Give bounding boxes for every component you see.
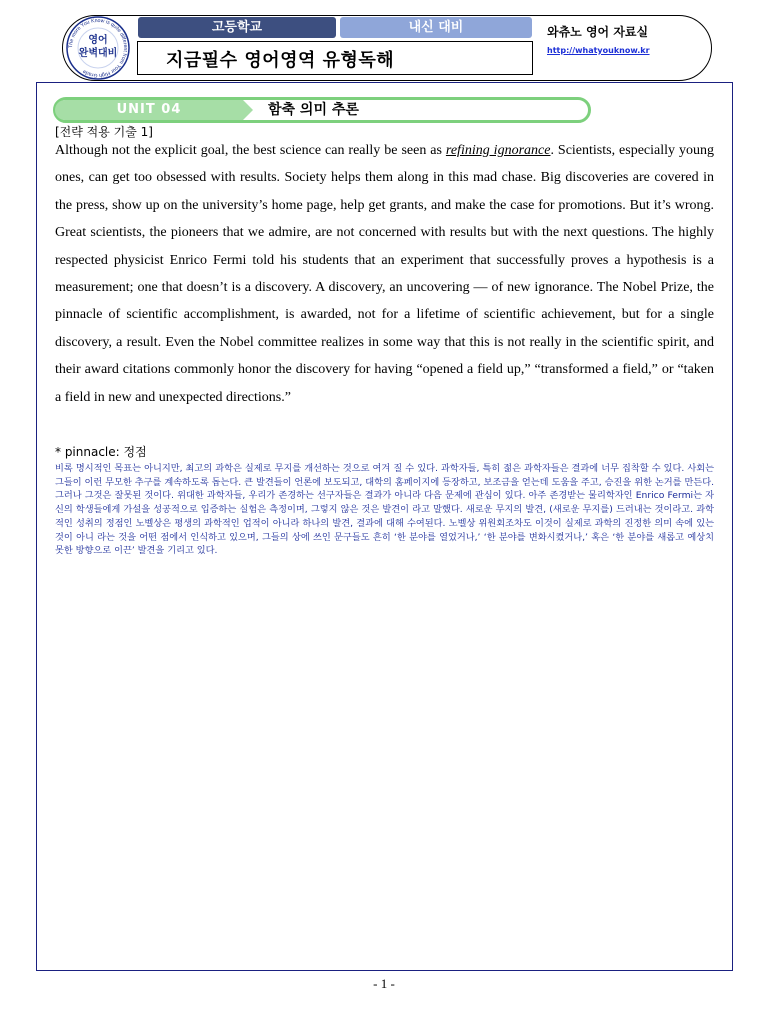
main-title-box [137, 41, 533, 75]
logo-line-1: 영어 [88, 35, 108, 46]
logo-line-2: 완벽대비 [78, 48, 118, 59]
page-number: - 1 - [373, 976, 395, 991]
unit-title: 함축 의미 추론 [268, 102, 359, 118]
logo [66, 16, 130, 80]
exam-prep-tab: 내신 대비 [340, 17, 532, 38]
passage-text-end: . Scientists, especially young ones, can get too obsessed with results. Society helps them along in this mad chase. Big discoveries are covered in the press, show up on the university’s home page, help get grants, and make the case for promotions. But it’s wrong. Great scientists, the pioneers that we admire, are not concerned with results but with the next questions. The highly respected physicist Enrico Fermi told his students that an experiment that successfully proves a hypothesis is a measurement; one that doesn’t is a discovery. A discovery, an uncovering — of new ignorance. The Nobel Prize, the pinnacle of scientific accomplishment, is awarded, not for a lifetime of scientific achievement, but for a single discovery, a result. Even the Nobel committee realizes in some way that this is not really in the scientific spirit, and their award citations commonly honor the discovery for having “opened a field up,” “transformed a field,” or “taken a field in new and unexpected directions.” [55, 143, 714, 405]
korean-translation: 비록 명시적인 목표는 아니지만, 최고의 과학은 실제로 무지를 개선하는 것으로 여겨 질 수 있다. 과학자들, 특히 젊은 과학자들은 결과에 너무 집착할 수 있다. 사회는 그들이 이런 무모한 추구를 계속하도록 돕는다. 큰 발견들이 언론에 보도되고, 대학의 홈페이지에 등장하고, 보조금을 얻는데 도움을 주고, 승진을 위한 논거를 만든다. 그러나 그것은 잘못된 것이다. 위대한 과학자들, 우리가 존경하는 선구자들은 결과가 아니라 다음 문제에 관심이 있다. 아주 존경받는 물리학자인 Enrico Fermi는 자신의 학생들에게 가설을 성공적으로 입증하는 실험은 측정이며, 그렇지 않은 것은 발견이 라고 말했다. 새로운 무지의 발견, (새로운 무지를) 드러내는 것이라고. 과학적인 성취의 정점인 노벨상은 평생의 과학적인 업적이 아니라 하나의 발견, 결과에 대해 수여된다. 노벨상 위원회조차도 이것이 실제로 과학의 진정한 의미 속에 있는 것이 아니 라는 것을 어떤 점에서 인식하고 있으며, 그들의 상에 쓰인 문구들도 흔히 ‘한 분야를 열었거나,’ ‘한 분야를 변화시켰거나,’ 혹은 ‘한 분야를 새롭고 예상치 못한 방향으로 이끈’ 발견을 기리고 있다. [55, 463, 714, 557]
logo-ring-text: The more You Know is quite different from Your High Grade [67, 17, 129, 79]
passage-emphasis: refining ignorance [445, 143, 551, 158]
section-label: [전략 적용 기출 1] [55, 125, 153, 139]
unit-label: UNIT 04 [116, 102, 182, 117]
passage-text-start: Although not the explicit goal, the best science can really be seen as [55, 143, 446, 158]
english-passage [55, 137, 714, 411]
unit-arrow-icon [243, 100, 253, 120]
page-title: 지금필수 영어영역 유형독해 [166, 50, 395, 71]
site-url-link[interactable]: http://whatyouknow.kr [547, 46, 650, 55]
site-name: 와츄노 영어 자료실 [547, 25, 649, 39]
school-level-tab: 고등학교 [138, 17, 336, 38]
vocabulary-footnote: * pinnacle: 정점 [55, 445, 147, 459]
